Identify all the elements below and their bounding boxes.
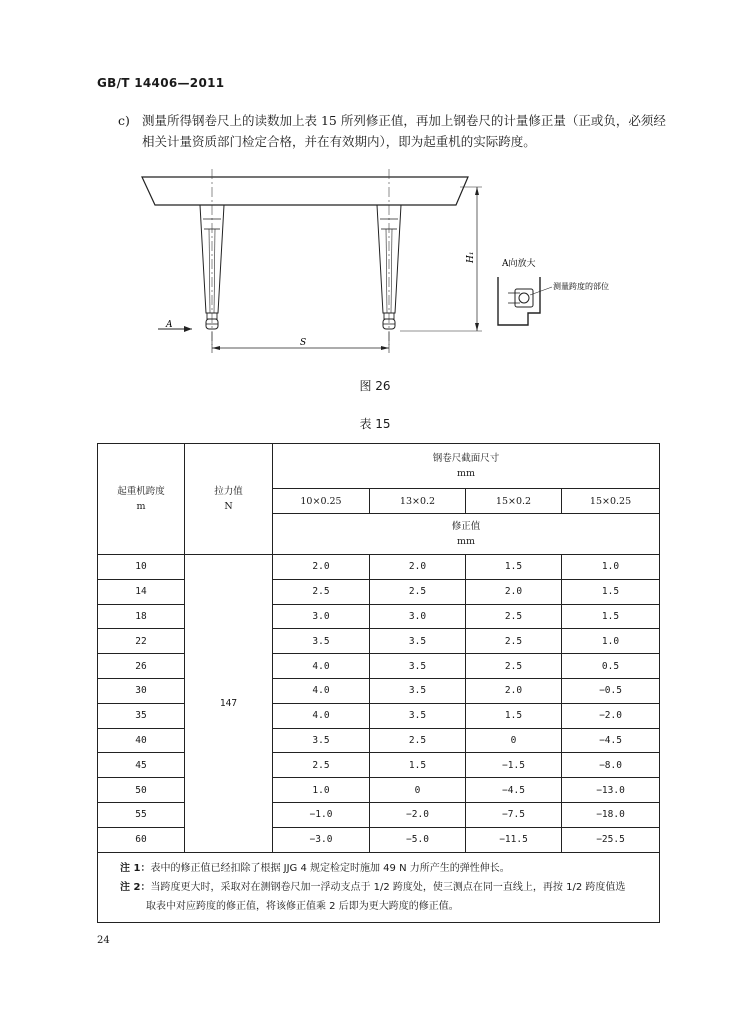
correction-cell: 1.0	[562, 555, 660, 580]
correction-cell: 1.5	[466, 555, 562, 580]
span-cell: 55	[98, 802, 185, 827]
correction-cell: 2.0	[466, 678, 562, 703]
tension-cell: 147	[185, 555, 273, 853]
correction-cell: −2.0	[370, 802, 466, 827]
span-cell: 22	[98, 629, 185, 654]
paragraph-text: 测量所得钢卷尺上的读数加上表 15 所列修正值，再加上钢卷尺的计量修正量（正或负，必须经相关计量资质部门检定合格，并在有效期内），即为起重机的实际跨度。	[142, 113, 666, 149]
standard-header: GB/T 14406—2011	[97, 76, 225, 90]
table-row	[98, 827, 660, 852]
correction-cell: 4.0	[273, 678, 370, 703]
correction-cell: 2.5	[370, 728, 466, 753]
table-row	[98, 604, 660, 629]
paragraph-c	[118, 110, 678, 152]
correction-cell: −0.5	[562, 678, 660, 703]
correction-cell: −4.5	[562, 728, 660, 753]
label-detail: A向放大	[502, 259, 536, 269]
span-cell: 18	[98, 604, 185, 629]
correction-cell: 0	[370, 778, 466, 803]
list-marker: c)	[118, 113, 130, 128]
correction-cell: 0	[466, 728, 562, 753]
label-a: A	[166, 320, 173, 330]
correction-cell: 0.5	[562, 654, 660, 679]
note-2-continued: 取表中对应跨度的修正值，将该修正值乘 2 后即为更大跨度的修正值。	[146, 900, 459, 912]
correction-cell: 3.0	[370, 604, 466, 629]
correction-cell: −3.0	[273, 827, 370, 852]
span-cell: 45	[98, 753, 185, 778]
correction-cell: 4.0	[273, 703, 370, 728]
correction-cell: −4.5	[466, 778, 562, 803]
span-cell: 10	[98, 555, 185, 580]
correction-cell: −8.0	[562, 753, 660, 778]
label-h1: H₁	[466, 251, 476, 263]
correction-cell: 3.0	[273, 604, 370, 629]
span-cell: 30	[98, 678, 185, 703]
correction-cell: −13.0	[562, 778, 660, 803]
crane-span-figure	[130, 165, 630, 365]
correction-cell: 3.5	[370, 678, 466, 703]
correction-cell: 2.0	[273, 555, 370, 580]
girder-beam	[142, 177, 468, 205]
correction-cell: 1.5	[562, 579, 660, 604]
span-cell: 26	[98, 654, 185, 679]
correction-cell: −18.0	[562, 802, 660, 827]
header-size-3: 15×0.2	[466, 489, 562, 514]
header-section: 钢卷尺截面尺寸 mm	[273, 444, 660, 489]
correction-cell: −1.0	[273, 802, 370, 827]
correction-cell: 3.5	[370, 629, 466, 654]
table-row	[98, 654, 660, 679]
correction-cell: 1.5	[466, 703, 562, 728]
correction-table	[97, 443, 659, 923]
note-2: 注 2：当跨度更大时，采取对在测钢卷尺加一浮动支点于 1/2 跨度处，使三测点在同一直线上，再按 1/2 跨度值选	[120, 881, 626, 893]
header-size-1: 10×0.25	[273, 489, 370, 514]
span-cell: 60	[98, 827, 185, 852]
correction-cell: −25.5	[562, 827, 660, 852]
correction-cell: −1.5	[466, 753, 562, 778]
span-cell: 14	[98, 579, 185, 604]
correction-cell: 2.5	[466, 604, 562, 629]
table-caption: 表 15	[359, 417, 391, 431]
page-number: 24	[97, 935, 110, 946]
correction-cell: 3.5	[273, 728, 370, 753]
correction-cell: 2.5	[466, 654, 562, 679]
correction-cell: 4.0	[273, 654, 370, 679]
header-size-2: 13×0.2	[370, 489, 466, 514]
correction-cell: 2.5	[370, 579, 466, 604]
table-row	[98, 629, 660, 654]
correction-cell: 2.0	[370, 555, 466, 580]
table-row	[98, 555, 660, 580]
correction-cell: −5.0	[370, 827, 466, 852]
detail-view	[498, 277, 552, 325]
correction-cell: 1.0	[273, 778, 370, 803]
table-notes	[98, 852, 660, 922]
note-1: 注 1：表中的修正值已经扣除了根据 JJG 4 规定检定时施加 49 N 力所产生的弹性伸长。	[120, 862, 510, 874]
span-cell: 50	[98, 778, 185, 803]
correction-cell: 3.5	[370, 654, 466, 679]
correction-cell: 1.5	[562, 604, 660, 629]
table-row	[98, 678, 660, 703]
table-row	[98, 778, 660, 803]
span-cell: 35	[98, 703, 185, 728]
header-correction: 修正值 mm	[273, 514, 660, 555]
figure-caption: 图 26	[359, 379, 391, 393]
table-row	[98, 802, 660, 827]
correction-cell: 2.5	[466, 629, 562, 654]
header-span: 起重机跨度 m	[98, 444, 185, 555]
correction-cell: −11.5	[466, 827, 562, 852]
table-row	[98, 728, 660, 753]
header-tension: 拉力值 N	[185, 444, 273, 555]
label-callout: 测量跨度的部位	[553, 282, 609, 291]
span-cell: 40	[98, 728, 185, 753]
correction-cell: −2.0	[562, 703, 660, 728]
correction-cell: 2.0	[466, 579, 562, 604]
correction-cell: 1.0	[562, 629, 660, 654]
label-s: S	[300, 338, 307, 348]
correction-cell: 3.5	[273, 629, 370, 654]
correction-cell: 2.5	[273, 753, 370, 778]
view-a-arrow	[158, 326, 192, 332]
header-size-4: 15×0.25	[562, 489, 660, 514]
table-row	[98, 579, 660, 604]
table-row	[98, 753, 660, 778]
table-row	[98, 703, 660, 728]
correction-cell: −7.5	[466, 802, 562, 827]
correction-cell: 3.5	[370, 703, 466, 728]
correction-cell: 2.5	[273, 579, 370, 604]
correction-cell: 1.5	[370, 753, 466, 778]
